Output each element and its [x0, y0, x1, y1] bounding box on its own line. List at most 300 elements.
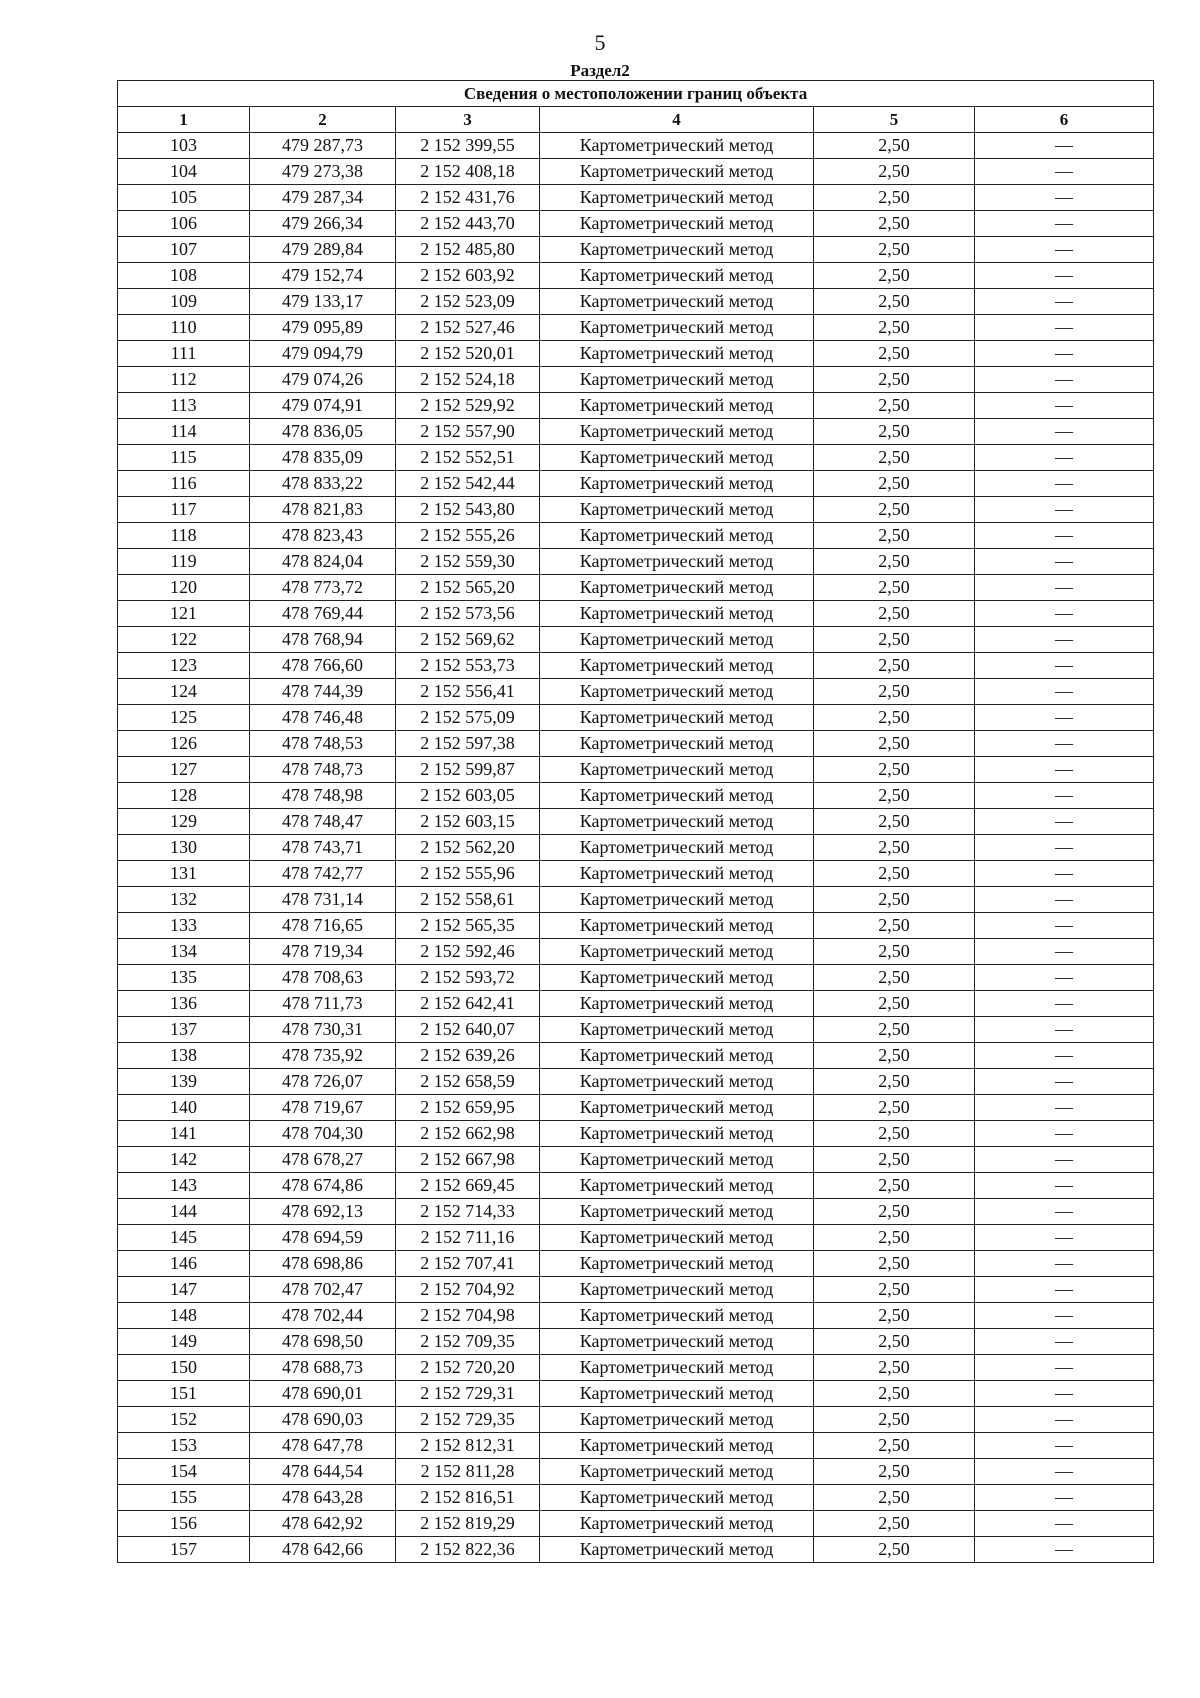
description-cell: —	[975, 1043, 1154, 1069]
accuracy-cell: 2,50	[814, 1537, 975, 1563]
description-cell: —	[975, 861, 1154, 887]
description-cell: —	[975, 757, 1154, 783]
point-number-cell: 110	[118, 315, 250, 341]
accuracy-cell: 2,50	[814, 341, 975, 367]
method-cell: Картометрический метод	[540, 1173, 814, 1199]
table-row	[118, 965, 1154, 991]
table-row	[118, 471, 1154, 497]
method-cell: Картометрический метод	[540, 1225, 814, 1251]
table-row	[118, 1459, 1154, 1485]
column-header: 3	[396, 107, 540, 133]
y-coordinate-cell: 2 152 714,33	[396, 1199, 540, 1225]
boundary-coordinates-table	[117, 80, 1154, 1563]
x-coordinate-cell: 478 643,28	[250, 1485, 396, 1511]
point-number-cell: 153	[118, 1433, 250, 1459]
y-coordinate-cell: 2 152 711,16	[396, 1225, 540, 1251]
y-coordinate-cell: 2 152 704,98	[396, 1303, 540, 1329]
table-row	[118, 211, 1154, 237]
x-coordinate-cell: 479 133,17	[250, 289, 396, 315]
table-row	[118, 809, 1154, 835]
description-cell: —	[975, 835, 1154, 861]
method-cell: Картометрический метод	[540, 887, 814, 913]
method-cell: Картометрический метод	[540, 341, 814, 367]
x-coordinate-cell: 478 642,66	[250, 1537, 396, 1563]
table-row	[118, 367, 1154, 393]
accuracy-cell: 2,50	[814, 497, 975, 523]
description-cell: —	[975, 783, 1154, 809]
method-cell: Картометрический метод	[540, 705, 814, 731]
y-coordinate-cell: 2 152 593,72	[396, 965, 540, 991]
description-cell: —	[975, 367, 1154, 393]
point-number-cell: 121	[118, 601, 250, 627]
x-coordinate-cell: 479 074,91	[250, 393, 396, 419]
point-number-cell: 132	[118, 887, 250, 913]
table-row	[118, 1121, 1154, 1147]
accuracy-cell: 2,50	[814, 185, 975, 211]
accuracy-cell: 2,50	[814, 1251, 975, 1277]
description-cell: —	[975, 471, 1154, 497]
x-coordinate-cell: 479 287,73	[250, 133, 396, 159]
method-cell: Картометрический метод	[540, 211, 814, 237]
table-row	[118, 1537, 1154, 1563]
point-number-cell: 105	[118, 185, 250, 211]
x-coordinate-cell: 478 768,94	[250, 627, 396, 653]
point-number-cell: 119	[118, 549, 250, 575]
point-number-cell: 144	[118, 1199, 250, 1225]
point-number-cell: 124	[118, 679, 250, 705]
table-body	[118, 133, 1154, 1563]
method-cell: Картометрический метод	[540, 1147, 814, 1173]
y-coordinate-cell: 2 152 599,87	[396, 757, 540, 783]
accuracy-cell: 2,50	[814, 549, 975, 575]
y-coordinate-cell: 2 152 662,98	[396, 1121, 540, 1147]
table-row	[118, 731, 1154, 757]
point-number-cell: 140	[118, 1095, 250, 1121]
description-cell: —	[975, 263, 1154, 289]
y-coordinate-cell: 2 152 658,59	[396, 1069, 540, 1095]
description-cell: —	[975, 887, 1154, 913]
y-coordinate-cell: 2 152 592,46	[396, 939, 540, 965]
x-coordinate-cell: 478 836,05	[250, 419, 396, 445]
method-cell: Картометрический метод	[540, 1121, 814, 1147]
point-number-cell: 107	[118, 237, 250, 263]
point-number-cell: 149	[118, 1329, 250, 1355]
accuracy-cell: 2,50	[814, 757, 975, 783]
table-row	[118, 185, 1154, 211]
accuracy-cell: 2,50	[814, 783, 975, 809]
x-coordinate-cell: 478 833,22	[250, 471, 396, 497]
y-coordinate-cell: 2 152 597,38	[396, 731, 540, 757]
point-number-cell: 147	[118, 1277, 250, 1303]
point-number-cell: 151	[118, 1381, 250, 1407]
description-cell: —	[975, 1511, 1154, 1537]
description-cell: —	[975, 185, 1154, 211]
description-cell: —	[975, 497, 1154, 523]
description-cell: —	[975, 393, 1154, 419]
table-row	[118, 1199, 1154, 1225]
y-coordinate-cell: 2 152 565,35	[396, 913, 540, 939]
x-coordinate-cell: 478 698,86	[250, 1251, 396, 1277]
description-cell: —	[975, 419, 1154, 445]
description-cell: —	[975, 679, 1154, 705]
column-header: 1	[118, 107, 250, 133]
description-cell: —	[975, 289, 1154, 315]
method-cell: Картометрический метод	[540, 1537, 814, 1563]
accuracy-cell: 2,50	[814, 393, 975, 419]
accuracy-cell: 2,50	[814, 991, 975, 1017]
x-coordinate-cell: 478 704,30	[250, 1121, 396, 1147]
x-coordinate-cell: 478 823,43	[250, 523, 396, 549]
x-coordinate-cell: 478 744,39	[250, 679, 396, 705]
description-cell: —	[975, 1329, 1154, 1355]
table-row	[118, 1329, 1154, 1355]
accuracy-cell: 2,50	[814, 289, 975, 315]
point-number-cell: 112	[118, 367, 250, 393]
x-coordinate-cell: 478 688,73	[250, 1355, 396, 1381]
description-cell: —	[975, 1433, 1154, 1459]
y-coordinate-cell: 2 152 543,80	[396, 497, 540, 523]
accuracy-cell: 2,50	[814, 653, 975, 679]
method-cell: Картометрический метод	[540, 861, 814, 887]
table-row	[118, 601, 1154, 627]
point-number-cell: 122	[118, 627, 250, 653]
table-row	[118, 315, 1154, 341]
point-number-cell: 136	[118, 991, 250, 1017]
x-coordinate-cell: 478 766,60	[250, 653, 396, 679]
table-row	[118, 861, 1154, 887]
method-cell: Картометрический метод	[540, 159, 814, 185]
method-cell: Картометрический метод	[540, 1355, 814, 1381]
table-row	[118, 887, 1154, 913]
table-row	[118, 679, 1154, 705]
y-coordinate-cell: 2 152 669,45	[396, 1173, 540, 1199]
accuracy-cell: 2,50	[814, 809, 975, 835]
method-cell: Картометрический метод	[540, 1459, 814, 1485]
y-coordinate-cell: 2 152 562,20	[396, 835, 540, 861]
point-number-cell: 148	[118, 1303, 250, 1329]
method-cell: Картометрический метод	[540, 1251, 814, 1277]
point-number-cell: 108	[118, 263, 250, 289]
y-coordinate-cell: 2 152 812,31	[396, 1433, 540, 1459]
description-cell: —	[975, 1407, 1154, 1433]
method-cell: Картометрический метод	[540, 523, 814, 549]
accuracy-cell: 2,50	[814, 705, 975, 731]
y-coordinate-cell: 2 152 555,96	[396, 861, 540, 887]
accuracy-cell: 2,50	[814, 1043, 975, 1069]
x-coordinate-cell: 478 698,50	[250, 1329, 396, 1355]
accuracy-cell: 2,50	[814, 939, 975, 965]
description-cell: —	[975, 1225, 1154, 1251]
description-cell: —	[975, 1459, 1154, 1485]
x-coordinate-cell: 478 742,77	[250, 861, 396, 887]
y-coordinate-cell: 2 152 558,61	[396, 887, 540, 913]
y-coordinate-cell: 2 152 709,35	[396, 1329, 540, 1355]
description-cell: —	[975, 523, 1154, 549]
accuracy-cell: 2,50	[814, 1199, 975, 1225]
y-coordinate-cell: 2 152 557,90	[396, 419, 540, 445]
method-cell: Картометрический метод	[540, 1511, 814, 1537]
method-cell: Картометрический метод	[540, 1485, 814, 1511]
accuracy-cell: 2,50	[814, 861, 975, 887]
description-cell: —	[975, 1251, 1154, 1277]
x-coordinate-cell: 479 094,79	[250, 341, 396, 367]
accuracy-cell: 2,50	[814, 1225, 975, 1251]
x-coordinate-cell: 478 642,92	[250, 1511, 396, 1537]
y-coordinate-cell: 2 152 822,36	[396, 1537, 540, 1563]
x-coordinate-cell: 478 644,54	[250, 1459, 396, 1485]
x-coordinate-cell: 478 743,71	[250, 835, 396, 861]
description-cell: —	[975, 1069, 1154, 1095]
table-row	[118, 705, 1154, 731]
method-cell: Картометрический метод	[540, 1017, 814, 1043]
accuracy-cell: 2,50	[814, 1459, 975, 1485]
accuracy-cell: 2,50	[814, 315, 975, 341]
y-coordinate-cell: 2 152 811,28	[396, 1459, 540, 1485]
method-cell: Картометрический метод	[540, 1407, 814, 1433]
point-number-cell: 135	[118, 965, 250, 991]
x-coordinate-cell: 478 835,09	[250, 445, 396, 471]
method-cell: Картометрический метод	[540, 939, 814, 965]
table-row	[118, 1043, 1154, 1069]
table-row	[118, 1303, 1154, 1329]
description-cell: —	[975, 445, 1154, 471]
description-cell: —	[975, 315, 1154, 341]
method-cell: Картометрический метод	[540, 1277, 814, 1303]
description-cell: —	[975, 627, 1154, 653]
table-row	[118, 341, 1154, 367]
y-coordinate-cell: 2 152 704,92	[396, 1277, 540, 1303]
table-row	[118, 783, 1154, 809]
y-coordinate-cell: 2 152 443,70	[396, 211, 540, 237]
table-row	[118, 133, 1154, 159]
x-coordinate-cell: 478 719,67	[250, 1095, 396, 1121]
accuracy-cell: 2,50	[814, 445, 975, 471]
description-cell: —	[975, 237, 1154, 263]
method-cell: Картометрический метод	[540, 549, 814, 575]
x-coordinate-cell: 479 273,38	[250, 159, 396, 185]
method-cell: Картометрический метод	[540, 653, 814, 679]
description-cell: —	[975, 1537, 1154, 1563]
description-cell: —	[975, 1303, 1154, 1329]
accuracy-cell: 2,50	[814, 1017, 975, 1043]
x-coordinate-cell: 478 708,63	[250, 965, 396, 991]
x-coordinate-cell: 478 735,92	[250, 1043, 396, 1069]
method-cell: Картометрический метод	[540, 913, 814, 939]
point-number-cell: 115	[118, 445, 250, 471]
y-coordinate-cell: 2 152 642,41	[396, 991, 540, 1017]
accuracy-cell: 2,50	[814, 1433, 975, 1459]
accuracy-cell: 2,50	[814, 263, 975, 289]
x-coordinate-cell: 478 748,73	[250, 757, 396, 783]
y-coordinate-cell: 2 152 523,09	[396, 289, 540, 315]
method-cell: Картометрический метод	[540, 1303, 814, 1329]
accuracy-cell: 2,50	[814, 1095, 975, 1121]
point-number-cell: 111	[118, 341, 250, 367]
accuracy-cell: 2,50	[814, 887, 975, 913]
method-cell: Картометрический метод	[540, 263, 814, 289]
description-cell: —	[975, 1277, 1154, 1303]
description-cell: —	[975, 653, 1154, 679]
accuracy-cell: 2,50	[814, 419, 975, 445]
point-number-cell: 154	[118, 1459, 250, 1485]
y-coordinate-cell: 2 152 529,92	[396, 393, 540, 419]
accuracy-cell: 2,50	[814, 1329, 975, 1355]
description-cell: —	[975, 1485, 1154, 1511]
point-number-cell: 106	[118, 211, 250, 237]
table-row	[118, 1355, 1154, 1381]
table-row	[118, 393, 1154, 419]
point-number-cell: 118	[118, 523, 250, 549]
method-cell: Картометрический метод	[540, 757, 814, 783]
method-cell: Картометрический метод	[540, 1199, 814, 1225]
x-coordinate-cell: 479 287,34	[250, 185, 396, 211]
table-row	[118, 1173, 1154, 1199]
accuracy-cell: 2,50	[814, 575, 975, 601]
point-number-cell: 125	[118, 705, 250, 731]
x-coordinate-cell: 478 694,59	[250, 1225, 396, 1251]
description-cell: —	[975, 965, 1154, 991]
table-row	[118, 835, 1154, 861]
x-coordinate-cell: 478 702,44	[250, 1303, 396, 1329]
method-cell: Картометрический метод	[540, 445, 814, 471]
method-cell: Картометрический метод	[540, 237, 814, 263]
method-cell: Картометрический метод	[540, 835, 814, 861]
column-header: 4	[540, 107, 814, 133]
y-coordinate-cell: 2 152 555,26	[396, 523, 540, 549]
x-coordinate-cell: 479 074,26	[250, 367, 396, 393]
description-cell: —	[975, 601, 1154, 627]
point-number-cell: 156	[118, 1511, 250, 1537]
method-cell: Картометрический метод	[540, 731, 814, 757]
point-number-cell: 123	[118, 653, 250, 679]
y-coordinate-cell: 2 152 524,18	[396, 367, 540, 393]
column-header: 2	[250, 107, 396, 133]
point-number-cell: 103	[118, 133, 250, 159]
column-header: 6	[975, 107, 1154, 133]
x-coordinate-cell: 478 748,98	[250, 783, 396, 809]
description-cell: —	[975, 1095, 1154, 1121]
table-row	[118, 159, 1154, 185]
x-coordinate-cell: 478 678,27	[250, 1147, 396, 1173]
x-coordinate-cell: 478 690,03	[250, 1407, 396, 1433]
y-coordinate-cell: 2 152 556,41	[396, 679, 540, 705]
table-row	[118, 237, 1154, 263]
method-cell: Картометрический метод	[540, 575, 814, 601]
table-row	[118, 523, 1154, 549]
method-cell: Картометрический метод	[540, 1095, 814, 1121]
x-coordinate-cell: 478 730,31	[250, 1017, 396, 1043]
section-title: Раздел2	[570, 61, 630, 80]
accuracy-cell: 2,50	[814, 1173, 975, 1199]
accuracy-cell: 2,50	[814, 1303, 975, 1329]
y-coordinate-cell: 2 152 707,41	[396, 1251, 540, 1277]
accuracy-cell: 2,50	[814, 471, 975, 497]
method-cell: Картометрический метод	[540, 1069, 814, 1095]
x-coordinate-cell: 478 748,53	[250, 731, 396, 757]
table-row	[118, 419, 1154, 445]
method-cell: Картометрический метод	[540, 315, 814, 341]
point-number-cell: 120	[118, 575, 250, 601]
x-coordinate-cell: 478 731,14	[250, 887, 396, 913]
accuracy-cell: 2,50	[814, 601, 975, 627]
accuracy-cell: 2,50	[814, 159, 975, 185]
accuracy-cell: 2,50	[814, 1355, 975, 1381]
method-cell: Картометрический метод	[540, 965, 814, 991]
description-cell: —	[975, 133, 1154, 159]
table-row	[118, 263, 1154, 289]
method-cell: Картометрический метод	[540, 367, 814, 393]
point-number-cell: 127	[118, 757, 250, 783]
method-cell: Картометрический метод	[540, 601, 814, 627]
accuracy-cell: 2,50	[814, 1147, 975, 1173]
description-cell: —	[975, 1147, 1154, 1173]
point-number-cell: 145	[118, 1225, 250, 1251]
y-coordinate-cell: 2 152 603,15	[396, 809, 540, 835]
table-caption-row	[118, 81, 1154, 107]
table-row	[118, 497, 1154, 523]
y-coordinate-cell: 2 152 520,01	[396, 341, 540, 367]
x-coordinate-cell: 479 266,34	[250, 211, 396, 237]
table-row	[118, 1381, 1154, 1407]
accuracy-cell: 2,50	[814, 367, 975, 393]
y-coordinate-cell: 2 152 408,18	[396, 159, 540, 185]
table-row	[118, 1017, 1154, 1043]
x-coordinate-cell: 478 821,83	[250, 497, 396, 523]
table-row	[118, 1277, 1154, 1303]
method-cell: Картометрический метод	[540, 1043, 814, 1069]
x-coordinate-cell: 478 690,01	[250, 1381, 396, 1407]
y-coordinate-cell: 2 152 720,20	[396, 1355, 540, 1381]
column-header-row	[118, 107, 1154, 133]
x-coordinate-cell: 478 773,72	[250, 575, 396, 601]
table-row	[118, 575, 1154, 601]
accuracy-cell: 2,50	[814, 1407, 975, 1433]
accuracy-cell: 2,50	[814, 965, 975, 991]
x-coordinate-cell: 479 095,89	[250, 315, 396, 341]
y-coordinate-cell: 2 152 527,46	[396, 315, 540, 341]
point-number-cell: 129	[118, 809, 250, 835]
y-coordinate-cell: 2 152 640,07	[396, 1017, 540, 1043]
point-number-cell: 109	[118, 289, 250, 315]
point-number-cell: 143	[118, 1173, 250, 1199]
point-number-cell: 133	[118, 913, 250, 939]
point-number-cell: 142	[118, 1147, 250, 1173]
x-coordinate-cell: 478 748,47	[250, 809, 396, 835]
y-coordinate-cell: 2 152 552,51	[396, 445, 540, 471]
table-row	[118, 445, 1154, 471]
accuracy-cell: 2,50	[814, 731, 975, 757]
point-number-cell: 146	[118, 1251, 250, 1277]
table-row	[118, 627, 1154, 653]
method-cell: Картометрический метод	[540, 289, 814, 315]
x-coordinate-cell: 478 746,48	[250, 705, 396, 731]
point-number-cell: 104	[118, 159, 250, 185]
point-number-cell: 137	[118, 1017, 250, 1043]
point-number-cell: 117	[118, 497, 250, 523]
table-row	[118, 939, 1154, 965]
y-coordinate-cell: 2 152 729,35	[396, 1407, 540, 1433]
method-cell: Картометрический метод	[540, 783, 814, 809]
y-coordinate-cell: 2 152 431,76	[396, 185, 540, 211]
description-cell: —	[975, 575, 1154, 601]
description-cell: —	[975, 211, 1154, 237]
x-coordinate-cell: 478 716,65	[250, 913, 396, 939]
accuracy-cell: 2,50	[814, 679, 975, 705]
y-coordinate-cell: 2 152 667,98	[396, 1147, 540, 1173]
method-cell: Картометрический метод	[540, 419, 814, 445]
point-number-cell: 113	[118, 393, 250, 419]
y-coordinate-cell: 2 152 553,73	[396, 653, 540, 679]
